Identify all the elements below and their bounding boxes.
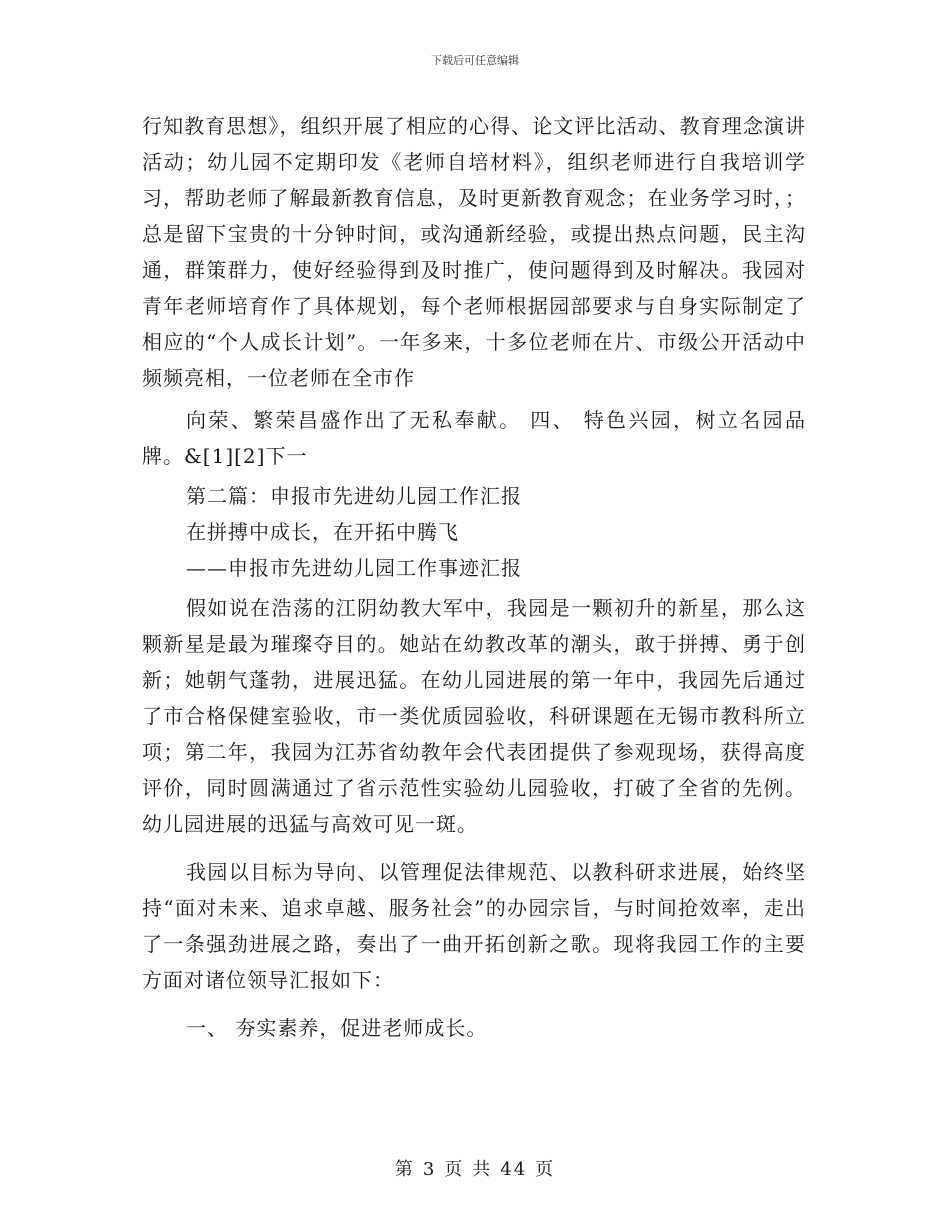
footer-label-page: 第 <box>394 1159 415 1180</box>
paragraph-continued: 行知教育思想》，组织开展了相应的心得、论文评比活动、教育理念演讲活动；幼儿园不定期印发《老师自培材料》，组织老师进行自我培训学习，帮助老师了解最新教育信息，及时更新教育观念；在业务学习时，；总是留下宝贵的十分钟时间，或沟通新经验，或提出热点问题，民主沟通，群策群力，使好经验得到及时推广，使问题得到及时解决。我园对青年老师培育作了具体规划，每个老师根据园部要求与自身实际制定了相应的“个人成长计划”。一年多来，十多位老师在片、市级公开活动中频频亮相，一位老师在全市作 <box>142 114 806 390</box>
paragraph-section-four: 向荣、繁荣昌盛作出了无私奉献。 四、 特色兴园，树立名园品牌。&[1][2]下一 <box>142 408 806 468</box>
paragraph-intro: 假如说在浩荡的江阴幼教大军中，我园是一颗初升的新星，那么这颗新星是最为璀璨夺目的。她站在幼教改革的潮头，敢于拼搏、勇于创新；她朝气蓬勃，进展迅猛。在幼儿园进展的第一年中，我园先后通过了市合格保健室验收，市一类优质园验收，科研课题在无锡市教科所立项；第二年，我园为江苏省幼教年会代表团提供了参观现场，获得高度评价，同时圆满通过了省示范性实验幼儿园验收，打破了全省的先例。幼儿园进展的迅猛与高效可见一斑。 <box>142 596 806 836</box>
page-header: 下载后可任意编辑 <box>431 54 519 67</box>
footer-label-ye2: 页 <box>535 1159 556 1180</box>
footer-total-pages: 44 <box>500 1159 528 1180</box>
chapter-heading: 第二篇：申报市先进幼儿园工作汇报 <box>186 484 522 508</box>
paragraph-purpose: 我园以目标为导向、以管理促法律规范、以教科研求进展，始终坚持“面对未来、追求卓越、服务社会”的办园宗旨，与时间抢效率，走出了一条强劲进展之路，奏出了一曲开拓创新之歌。现将我园工作的主要方面对诸位领导汇报如下： <box>142 860 806 992</box>
document-body <box>142 108 806 1046</box>
footer-label-total: 共 <box>472 1159 493 1180</box>
report-title: 在拼搏中成长，在开拓中腾飞 <box>186 520 459 544</box>
section-heading-one: 一、 夯实素养，促进老师成长。 <box>186 1016 488 1040</box>
footer-current-page: 3 <box>422 1159 437 1180</box>
footer-label-ye: 页 <box>444 1159 465 1180</box>
report-subtitle: ——申报市先进幼儿园工作事迹汇报 <box>186 556 522 580</box>
page-footer <box>0 1155 950 1181</box>
